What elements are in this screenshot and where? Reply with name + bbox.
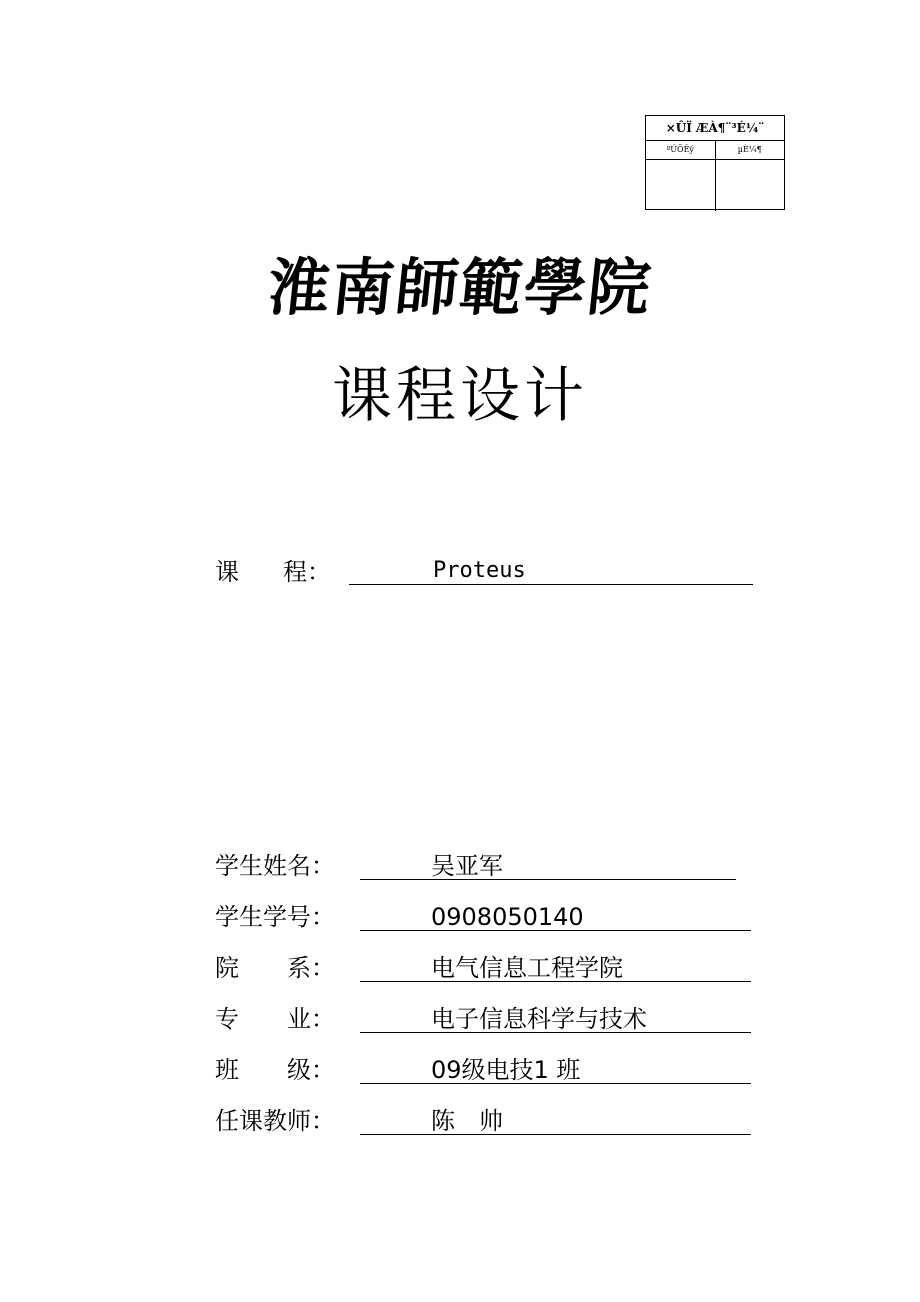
school-name: 淮南師範學院 bbox=[264, 251, 656, 324]
info-value: 电子信息科学与技术 bbox=[431, 1005, 647, 1033]
score-box bbox=[645, 115, 785, 210]
score-box-col-grade: µÈ¼¶ bbox=[715, 141, 785, 159]
score-box-header bbox=[646, 141, 784, 160]
info-label: 院 系： bbox=[215, 954, 335, 982]
score-box-col-score: ºÚÕÊý bbox=[666, 145, 694, 154]
info-value: 电气信息工程学院 bbox=[431, 954, 623, 982]
course-label bbox=[215, 556, 331, 588]
info-row-class bbox=[215, 1052, 755, 1103]
document-title: 课程设计 bbox=[332, 361, 588, 431]
info-underline bbox=[360, 1103, 751, 1135]
score-box-grade-cell bbox=[715, 160, 785, 211]
info-label: 学生学号： bbox=[215, 903, 335, 931]
info-underline bbox=[360, 950, 751, 982]
score-box-title: ×ÛÏ ÆÀ¶¨³É¼¨ bbox=[646, 116, 784, 141]
info-underline bbox=[360, 899, 751, 931]
course-label-part-1: 课 bbox=[215, 558, 239, 586]
info-label: 专 业： bbox=[215, 1005, 335, 1033]
course-label-part-2: 程： bbox=[283, 558, 331, 586]
info-row-student-id bbox=[215, 899, 755, 950]
course-row bbox=[215, 556, 755, 590]
info-underline bbox=[360, 848, 736, 880]
info-label: 任课教师： bbox=[215, 1107, 335, 1135]
info-row-teacher bbox=[215, 1103, 755, 1154]
info-underline bbox=[360, 1052, 751, 1084]
info-value: 0908050140 bbox=[431, 903, 584, 931]
info-value: 吴亚军 bbox=[431, 852, 503, 880]
info-underline bbox=[360, 1001, 751, 1033]
info-value: 陈 帅 bbox=[431, 1107, 503, 1135]
course-underline bbox=[349, 556, 753, 585]
info-label: 班 级： bbox=[215, 1056, 335, 1084]
info-value: 09级电技1 班 bbox=[431, 1056, 581, 1084]
course-value: Proteus bbox=[433, 558, 526, 583]
info-row-major bbox=[215, 1001, 755, 1052]
info-row-student-name bbox=[215, 848, 755, 899]
score-box-score-cell bbox=[646, 160, 715, 211]
info-label: 学生姓名： bbox=[215, 852, 335, 880]
info-row-department bbox=[215, 950, 755, 1001]
score-box-body bbox=[646, 160, 784, 211]
student-info bbox=[215, 848, 755, 1154]
